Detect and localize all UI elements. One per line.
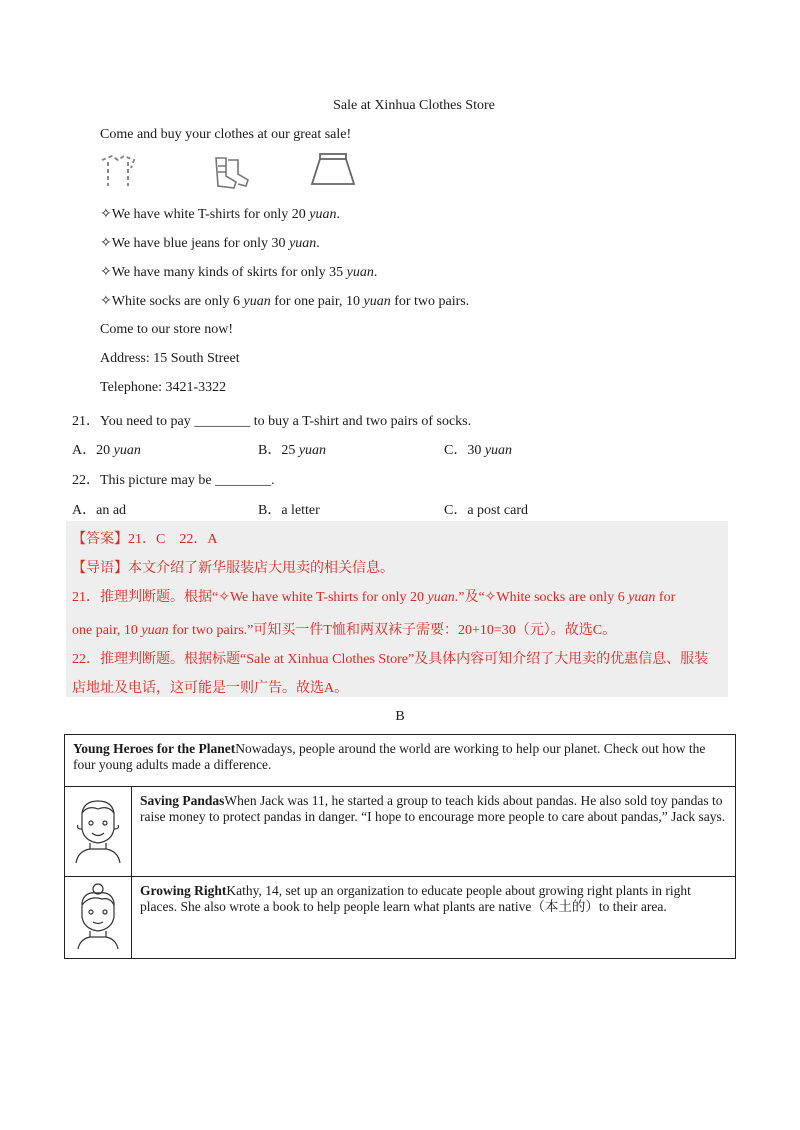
boy-icon bbox=[68, 795, 128, 865]
row-title: Saving Pandas bbox=[140, 793, 225, 808]
socks-icon bbox=[216, 158, 248, 188]
ad-item-3: ✧We have many kinds of skirts for only 35 yuan. bbox=[100, 265, 378, 280]
ad-address: Address: 15 South Street bbox=[100, 351, 240, 366]
clothes-icons bbox=[98, 152, 358, 192]
table-title: Young Heroes for the Planet bbox=[73, 741, 236, 756]
q22-option-a: A．an ad bbox=[72, 503, 127, 518]
table-row bbox=[65, 787, 736, 877]
question-21: 21．You need to pay ________ to buy a T-shirt and two pairs of socks. bbox=[72, 414, 472, 429]
ad-intro: Come and buy your clothes at our great sale! bbox=[100, 127, 352, 142]
table-intro: Nowadays, people around the world are working to help our planet. Check out how the four young adults made a difference. bbox=[73, 741, 706, 772]
table-row bbox=[65, 877, 736, 959]
ad-item-1: ✧We have white T-shirts for only 20 yuan. bbox=[100, 207, 341, 222]
ad-item-socks: ✧White socks are only 6 yuan for one pair, 10 yuan for two pairs. bbox=[100, 294, 470, 309]
boy-avatar bbox=[65, 787, 132, 877]
q21-option-c: C．30 yuan bbox=[444, 443, 513, 458]
girl-icon bbox=[68, 881, 128, 951]
answer-explain-22-b: 店地址及电话，这可能是一则广告。故选A。 bbox=[72, 681, 349, 696]
ad-title: Sale at Xinhua Clothes Store bbox=[333, 98, 495, 113]
girl-avatar bbox=[65, 877, 132, 959]
ad-item-2: ✧We have blue jeans for only 30 yuan. bbox=[100, 236, 320, 251]
heroes-table bbox=[64, 734, 736, 959]
q22-option-b: B．a letter bbox=[258, 503, 320, 518]
answer-explain-21-a: 21．推理判断题。根据“✧We have white T-shirts for only 20 yuan.”及“✧White socks are only 6 yuan for bbox=[72, 590, 676, 605]
answer-intro: 【导语】本文介绍了新华服装店大甩卖的相关信息。 bbox=[72, 561, 394, 576]
answer-key: 【答案】21．C 22．A bbox=[72, 532, 218, 547]
question-22: 22．This picture may be ________. bbox=[72, 473, 275, 488]
q22-option-c: C．a post card bbox=[444, 503, 528, 518]
row-text: When Jack was 11, he started a group to teach kids about pandas. He also sold toy pandas to raise money to protect pandas in danger. “I hope to encourage more people to care about pandas,” Jack says. bbox=[140, 793, 726, 824]
ad-telephone: Telephone: 3421-3322 bbox=[100, 380, 227, 395]
row-text: Kathy, 14, set up an organization to educate people about growing right plants in right places. She also wrote a book to help people learn what plants are native（本土的）to their area. bbox=[140, 883, 691, 914]
answer-explain-21-b: one pair, 10 yuan for two pairs.”可知买一件T恤和两双袜子需要：20+10=30（元）。故选C。 bbox=[72, 623, 617, 638]
skirt-icon bbox=[312, 154, 354, 184]
q21-option-b: B．25 yuan bbox=[258, 443, 327, 458]
row-title: Growing Right bbox=[140, 883, 227, 898]
section-b-label: B bbox=[395, 709, 405, 724]
table-header-row bbox=[65, 735, 736, 787]
answer-explain-22-a: 22．推理判断题。根据标题“Sale at Xinhua Clothes Store”及具体内容可知介绍了大甩卖的优惠信息、服装 bbox=[72, 652, 709, 667]
q21-option-a: A．20 yuan bbox=[72, 443, 141, 458]
tshirt-icon bbox=[102, 156, 134, 186]
ad-come: Come to our store now! bbox=[100, 322, 233, 337]
